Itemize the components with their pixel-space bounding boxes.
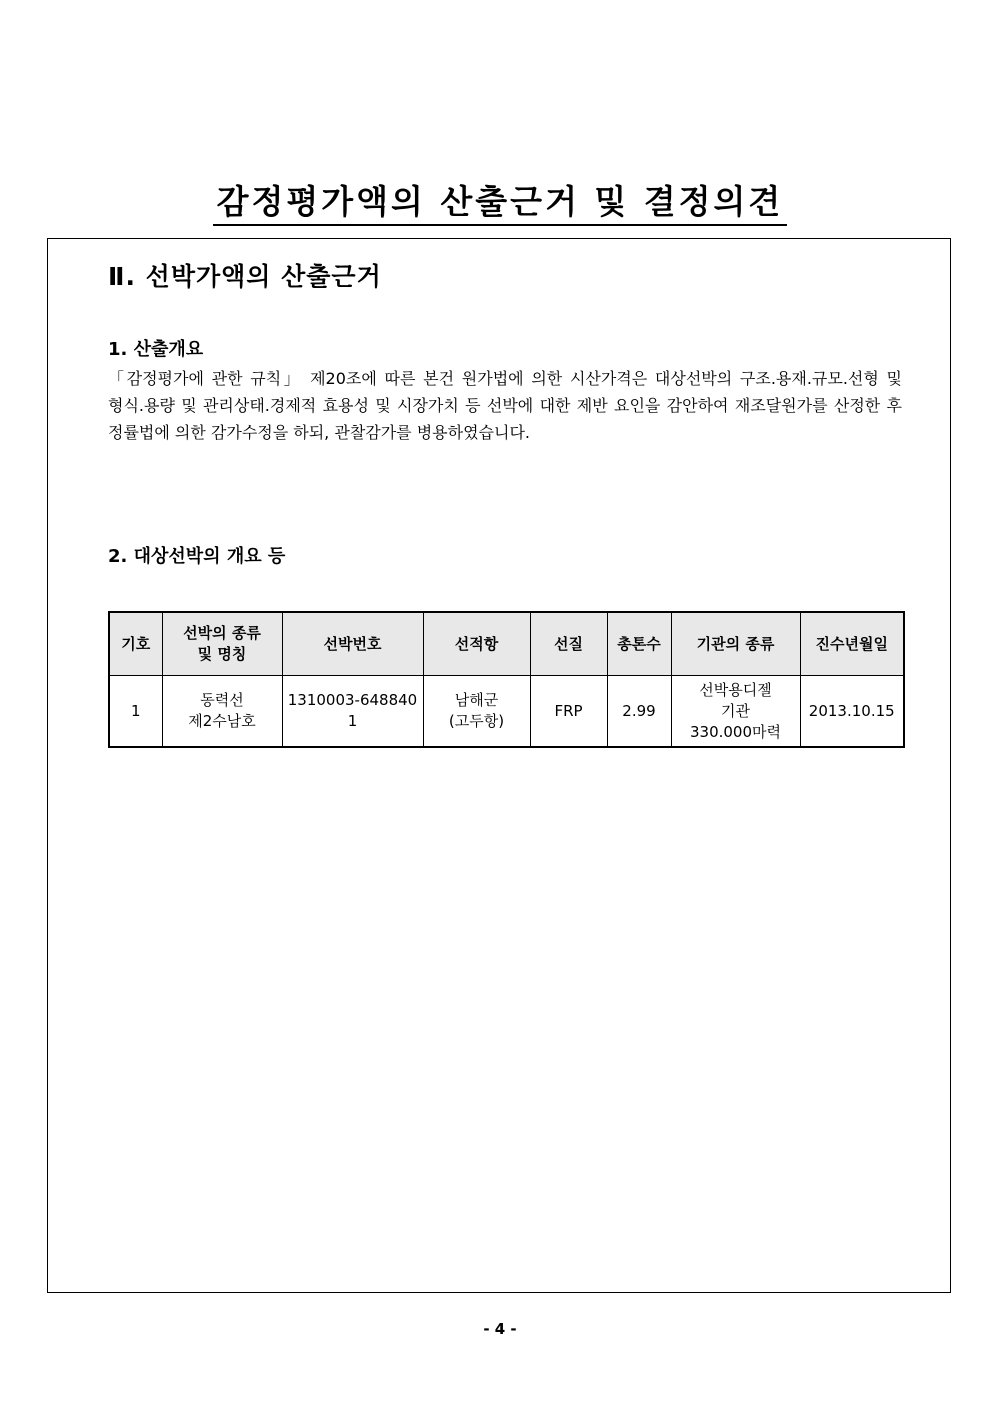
cell-ship-number-line1: 1310003-648840	[287, 691, 418, 709]
table-row	[109, 676, 904, 748]
overview-paragraph: 「감정평가에 관한 규칙」 제20조에 따른 본건 원가법에 의한 시산가격은 대상선박의 구조.용재.규모.선형 및 형식.용량 및 관리상태.경제적 효용성 및 시장가치 등 선박에 대한 제반 요인을 감안하여 재조달원가를 산정한 후 정률법에 의한 감가수정을 하되, 관찰감가를 병용하였습니다.	[108, 369, 902, 442]
header-type-name-line2: 및 명칭	[197, 645, 247, 663]
table-header-row	[109, 612, 904, 676]
cell-ship-number-line2: 1	[347, 712, 358, 730]
cell-port-line2: (고두항)	[448, 712, 505, 730]
cell-material: FRP	[530, 676, 607, 748]
subsection-heading-overview: 1. 산출개요	[108, 339, 204, 360]
header-engine: 기관의 종류	[671, 612, 800, 676]
cell-no: 1	[109, 676, 162, 748]
header-tonnage: 총톤수	[607, 612, 671, 676]
document-title: 감정평가액의 산출근거 및 결정의견	[213, 182, 788, 226]
header-no: 기호	[109, 612, 162, 676]
cell-engine-line2: 기관	[721, 701, 750, 720]
cell-engine-line3: 330.000마력	[689, 722, 781, 741]
cell-ship-number	[282, 676, 423, 748]
header-material: 선질	[530, 612, 607, 676]
subsection-heading-vessel: 2. 대상선박의 개요 등	[108, 546, 286, 567]
cell-engine-line1: 선박용디젤	[699, 680, 772, 699]
page-number: - 4 -	[483, 1320, 517, 1338]
content-frame	[47, 238, 951, 1293]
header-type-name-line1: 선박의 종류	[183, 624, 261, 642]
cell-type-name-line1: 동력선	[200, 691, 244, 709]
cell-tonnage: 2.99	[607, 676, 671, 748]
header-ship-number: 선박번호	[282, 612, 423, 676]
cell-launch-date: 2013.10.15	[800, 676, 904, 748]
cell-port	[423, 676, 530, 748]
header-launch-date: 진수년월일	[800, 612, 904, 676]
cell-type-name-line2: 제2수남호	[188, 712, 256, 730]
document-title-wrap	[0, 182, 1000, 226]
cell-engine	[671, 676, 800, 748]
header-port: 선적항	[423, 612, 530, 676]
vessel-table	[108, 611, 905, 748]
section-heading: Ⅱ. 선박가액의 산출근거	[108, 262, 382, 291]
cell-type-name	[162, 676, 282, 748]
header-type-name	[162, 612, 282, 676]
cell-port-line1: 남해군	[454, 691, 499, 709]
